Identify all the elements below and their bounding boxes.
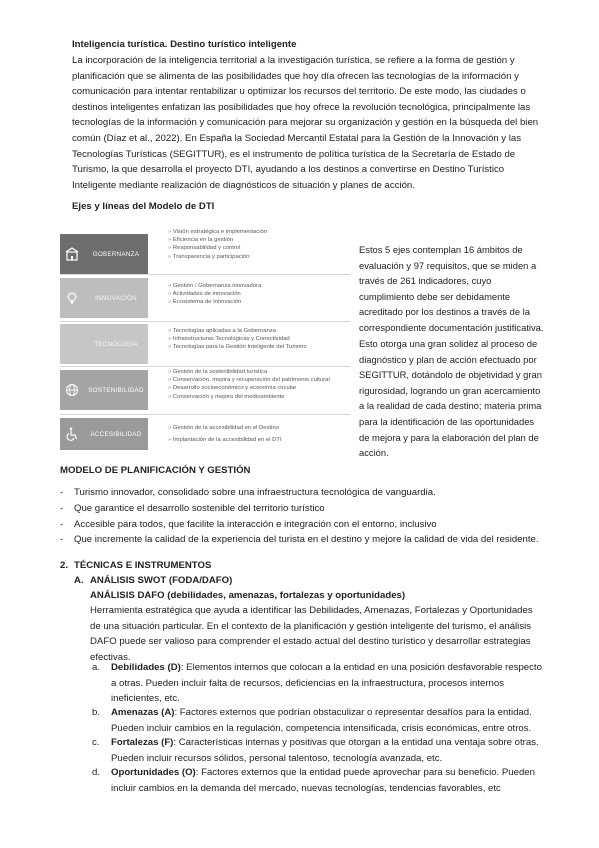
axis-items	[168, 422, 282, 446]
divider	[60, 321, 350, 322]
intro-line: Inteligente mediante realización de diagnósticos de situación y planes de acción.	[72, 179, 415, 191]
axis-item: » Infraestructuras Tecnológicas y Conectividad	[168, 335, 307, 343]
intro-paragraph	[72, 53, 572, 194]
dafo-line: efectivas.	[90, 651, 131, 663]
axis-item: » Gestión de la accesibilidad en el Destino	[168, 422, 282, 434]
para-line: rigurosidad, logrando un gran acercamiento	[359, 384, 541, 396]
intro-line: común (Díaz et al., 2022). En España la Sociedad Mercantil Estatal para la Gestión de la Innovación y las	[72, 133, 522, 144]
axis-item: » Gestión / Gobernanza innovadora	[168, 282, 261, 290]
modelo-heading: MODELO DE PLANIFICACIÓN Y GESTIÓN	[60, 465, 251, 476]
axis-items	[168, 282, 261, 307]
dafo-item-amenazas: Amenazas (A): Factores externos que podrían obstaculizar o representar desafíos para la entidad. Pueden incluir cambios en la regulación, competencia intensificada, crisis económicas, entre otros.	[111, 707, 532, 734]
axis-label: GOBERNANZA	[92, 250, 140, 258]
axis-item: » Implantación de la accesibilidad en el DTI	[168, 434, 282, 446]
lightbulb-icon	[60, 278, 84, 318]
axis-box	[60, 234, 148, 274]
divider	[60, 274, 350, 275]
dafo-line: DAFO puede ser valioso para comprender el estado actual del destino turístico y desarrollar estrategias	[90, 636, 531, 648]
item-term: Fortalezas (F)	[111, 737, 174, 748]
para-line: Estos 5 ejes contemplan 16 ámbitos de	[359, 244, 523, 255]
dti-axes-diagram	[60, 228, 350, 450]
axis-box	[60, 278, 148, 318]
axis-item: » Conservación y mejora del medioambiente	[168, 393, 330, 401]
axis-item: » Transparencia y participación	[168, 253, 267, 261]
axis-item: » Tecnologías para la Gestión Inteligente del Turismo	[168, 343, 307, 351]
ejes-right-paragraph-1	[359, 242, 569, 336]
para-line: evaluación y 97 requisitos, que se miden a	[359, 259, 537, 271]
dafo-paragraph	[90, 603, 570, 667]
divider	[60, 414, 350, 415]
dafo-item-debilidades: Debilidades (D): Elementos internos que colocan a la entidad en una posición desfavorable respecto a otras. Pueden incluir falta de recursos, deficiencias en la infraestructura, procesos internos ineficientes, etc.	[111, 662, 542, 705]
axis-item: » Responsabilidad y control	[168, 244, 267, 252]
axis-label: TECNOLOGÍA	[94, 340, 138, 348]
item-letter: c.	[92, 737, 100, 748]
axis-item: » Ecosistema de innovación	[168, 298, 261, 306]
item-letter: a.	[92, 662, 101, 673]
para-line: SEGITTUR, dotándolo de objetividad y gran	[359, 369, 542, 381]
subsection-heading: ANÁLISIS SWOT (FODA/DAFO)	[90, 575, 233, 586]
dafo-item-oportunidades: Oportunidades (O): Factores externos que la entidad puede aprovechar para su beneficio. Pueden incluir cambios en la demanda del mercado, nuevas tecnologías, tendencias favorables, etc	[111, 767, 535, 794]
wheelchair-icon	[60, 418, 84, 450]
dafo-line: Herramienta estratégica que ayuda a identificar las Debilidades, Amenazas, Fortalezas y Oportunidades	[90, 605, 533, 616]
section-heading: TÉCNICAS E INSTRUMENTOS	[74, 560, 212, 571]
axis-item: » Actividades de innovación	[168, 290, 261, 298]
para-line: diagnóstico y plan de acción efectuado por	[359, 353, 537, 365]
intro-line: Turismo, la que desarrolla el proyecto DTI, ayudando a los destinos a convertirse en Destino Turístico	[72, 164, 505, 176]
para-line: a la realidad de cada destino; materia prima	[359, 400, 542, 412]
axis-items	[168, 327, 307, 352]
dafo-item-fortalezas: Fortalezas (F): Características internas y positivas que otorgan a la entidad una ventaja sobre otras. Pueden incluir recursos sólidos, personal talentoso, tecnología avanzada, etc.	[111, 737, 539, 764]
intro-heading: Inteligencia turística. Destino turístico inteligente	[72, 39, 297, 50]
para-line: cumplimiento debe ser debidamente	[359, 290, 511, 302]
axis-item: » Tecnologías aplicadas a la Gobernanza	[168, 327, 307, 335]
item-term: Amenazas (A)	[111, 707, 175, 718]
ejes-heading: Ejes y líneas del Modelo de DTI	[72, 201, 215, 212]
intro-line: comunicación para intentar rentabilizar u optimizar los recursos del territorio. De este modo, las ciudades o	[72, 86, 526, 98]
axis-item: » Gestión de la sostenibilidad turística	[168, 368, 330, 376]
para-line: acción.	[359, 447, 389, 459]
para-line: través de 261 indicadores, cuyo	[359, 275, 492, 287]
item-letter: d.	[92, 767, 101, 778]
para-line: de mejora y para la elaboración del plan de	[359, 431, 539, 443]
axis-box	[60, 324, 148, 364]
item-term: Oportunidades (O)	[111, 767, 196, 778]
intro-line: tecnologías de la información y comunicación para mejorar su organización y gestión en la búsqueda del bien	[72, 117, 539, 129]
subsection-letter: A.	[74, 575, 84, 586]
axis-item: » Conservación, mejora y recuperación del patrimonio cultural	[168, 376, 330, 384]
axis-items	[168, 368, 330, 401]
para-line: acreditado por los destinos a través de la	[359, 306, 530, 318]
axis-label: SOSTENIBILIDAD	[88, 386, 144, 394]
para-line: correspondiente documentación justificativa.	[359, 321, 544, 333]
para-line: para la identificación de las oportunidades	[359, 415, 535, 427]
intro-line: La incorporación de la inteligencia territorial a la investigación turística, se refiere a la forma de gestión y	[72, 55, 515, 66]
intro-line: planificación que se alimenta de las posibilidades que hoy día ofrecen las tecnologías de la información y	[72, 70, 519, 82]
item-letter: b.	[92, 707, 101, 718]
item-term: Debilidades (D)	[111, 662, 181, 673]
building-icon	[60, 234, 84, 274]
para-line: Esto otorga una gran solidez al proceso de	[359, 338, 538, 349]
intro-line: destinos inteligentes enfatizan las posibilidades que hoy ofrece la revolución tecnológica, principalmente las	[72, 101, 531, 113]
dafo-line: de una situación particular. En el contexto de la planificación y gestión inteligente del turismo, el análisis	[90, 620, 532, 632]
ejes-right-paragraph-2	[359, 336, 569, 461]
axis-item: » Visión estratégica e implementación	[168, 228, 267, 236]
axis-items	[168, 228, 267, 261]
globe-icon	[60, 370, 84, 410]
axis-label: ACCESIBILIDAD	[90, 430, 142, 438]
axis-box	[60, 418, 148, 450]
divider	[60, 366, 350, 367]
axis-label: INNOVACIÓN	[95, 294, 137, 302]
dafo-heading: ANÁLISIS DAFO (debilidades, amenazas, fortalezas y oportunidades)	[90, 590, 406, 601]
axis-item: » Desarrollo socioeconómico y economía circular	[168, 384, 330, 392]
section-number: 2.	[60, 560, 69, 571]
axis-box	[60, 370, 148, 410]
axis-item: » Eficiencia en la gestión	[168, 236, 267, 244]
intro-line: Tecnologías Turísticas (SEGITTUR), es el instrumento de política turística de la Secretaría de Estado de	[72, 148, 516, 160]
